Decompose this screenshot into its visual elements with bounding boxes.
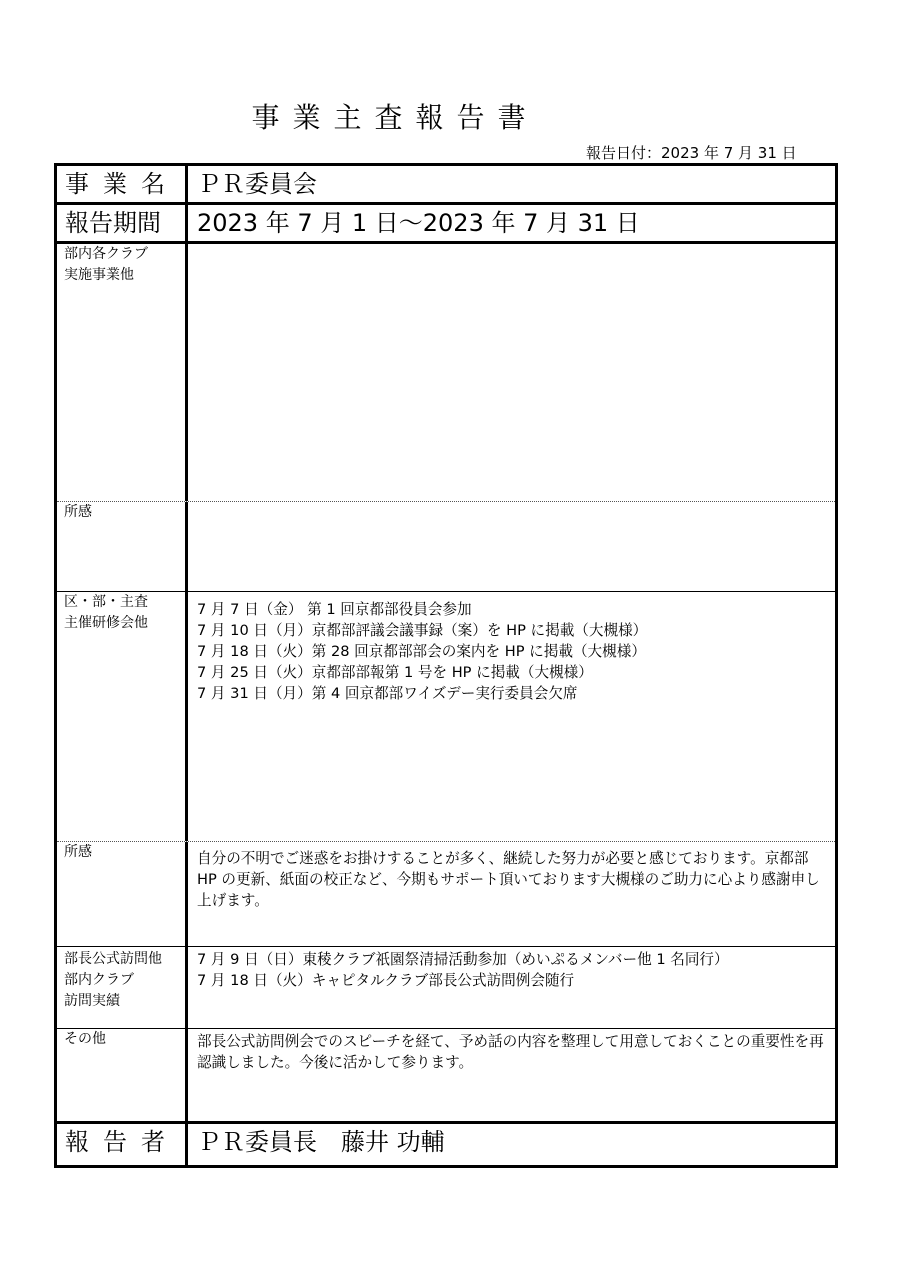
official-visits-label: 部長公式訪問他 部内クラブ 訪問実績 — [57, 947, 188, 1028]
district-events-list — [188, 592, 835, 704]
list-item: 7 月 9 日（日）東稜クラブ祇園祭清掃活動参加（めいぷるメンバー他 1 名同行） — [197, 951, 729, 968]
list-item: 7 月 25 日（火）京都部部報第 1 号を HP に掲載（大槻様） — [197, 664, 593, 681]
list-item: 7 月 18 日（火）キャピタルクラブ部長公式訪問例会随行 — [197, 972, 575, 989]
club-events-label: 部内各クラブ 実施事業他 — [57, 244, 188, 501]
official-visits-list — [188, 947, 835, 991]
list-item: 7 月 18 日（火）第 28 回京都部部会の案内を HP に掲載（大槻様） — [197, 643, 646, 660]
other-content — [188, 1029, 835, 1121]
other-label: その他 — [57, 1029, 188, 1121]
report-period-label: 報告期間 — [57, 205, 188, 241]
reporter-value: ＰＲ委員長 藤井 功輔 — [197, 1128, 445, 1156]
list-item: 7 月 7 日（金） 第 1 回京都部役員会参加 — [197, 601, 472, 618]
impressions-1-label: 所感 — [57, 502, 188, 591]
list-item: 7 月 10 日（月）京都部評議会議事録（案）を HP に掲載（大槻様） — [197, 622, 648, 639]
report-date: 報告日付：2023 年 7 月 31 日 — [586, 144, 797, 162]
row-club-events — [57, 244, 835, 502]
club-events-list — [188, 244, 835, 251]
row-report-period — [57, 205, 835, 244]
document-title: 事業主査報告書 — [251, 101, 539, 134]
project-name-label: 事業名 — [57, 166, 188, 202]
row-other — [57, 1029, 835, 1124]
official-visits-content — [188, 947, 835, 1028]
club-events-content — [188, 244, 835, 501]
other-text: 部長公式訪問例会でのスピーチを経て、予め話の内容を整理して用意しておくことの重要性を再認識しました。今後に活かして参ります。 — [197, 1033, 824, 1071]
row-project-name — [57, 166, 835, 205]
impressions-1-text — [188, 502, 835, 508]
project-name-value: ＰＲ委員会 — [197, 170, 317, 198]
impressions-2-label: 所感 — [57, 842, 188, 946]
row-impressions-1 — [57, 502, 835, 592]
district-events-label: 区・部・主査 主催研修会他 — [57, 592, 188, 841]
report-table — [54, 163, 838, 1168]
reporter-label: 報告者 — [57, 1124, 188, 1165]
row-impressions-2 — [57, 842, 835, 947]
district-events-content — [188, 592, 835, 841]
impressions-2-text: 自分の不明でご迷惑をお掛けすることが多く、継続した努力が必要と感じております。京都部 HP の更新、紙面の校正など、今期もサポート頂いております大槻様のご助力に心より感謝申し上げます。 — [197, 850, 820, 909]
impressions-2-content — [188, 842, 835, 946]
list-item: 7 月 31 日（月）第 4 回京都部ワイズデー実行委員会欠席 — [197, 685, 578, 702]
report-period-value: 2023 年 7 月 1 日～2023 年 7 月 31 日 — [197, 209, 640, 237]
row-district-events — [57, 592, 835, 842]
row-reporter — [57, 1124, 835, 1165]
impressions-1-content — [188, 502, 835, 591]
row-official-visits — [57, 947, 835, 1029]
